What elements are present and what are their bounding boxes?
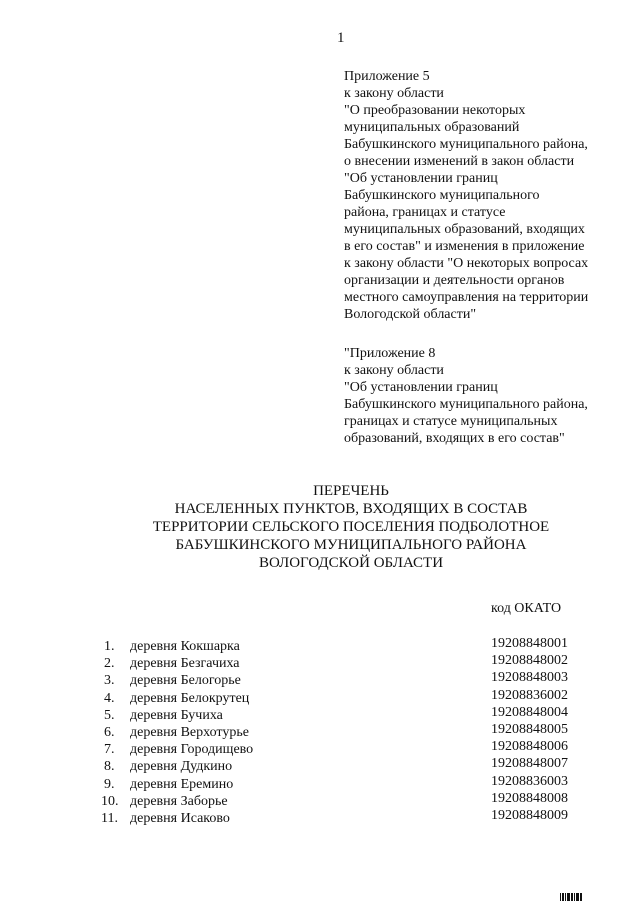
- appendix-8-line: Бабушкинского муниципального района,: [344, 397, 588, 412]
- title-line: БАБУШКИНСКОГО МУНИЦИПАЛЬНОГО РАЙОНА: [175, 537, 527, 553]
- appendix-8-line: "Об установлении границ: [344, 380, 498, 395]
- appendix-5-line: о внесении изменений в закон области: [344, 154, 575, 169]
- okato-column-header: код ОКАТО: [491, 601, 562, 616]
- appendix-5-line: "О преобразовании некоторых: [344, 103, 526, 118]
- item-number: 3.: [104, 673, 115, 689]
- title-line: ВОЛОГОДСКОЙ ОБЛАСТИ: [258, 555, 444, 571]
- settlement-name: деревня Дудкино: [130, 759, 233, 775]
- item-number: 11.: [101, 810, 118, 826]
- appendix-5-line: к закону области: [344, 86, 444, 101]
- appendix-5-line: организации и деятельности органов: [344, 273, 565, 288]
- title-line: ТЕРРИТОРИИ СЕЛЬСКОГО ПОСЕЛЕНИЯ ПОДБОЛОТНОЕ: [152, 519, 550, 535]
- settlement-name: деревня Заборье: [130, 793, 228, 809]
- page-number: 1: [337, 30, 345, 46]
- okato-code: 19208848008: [491, 790, 568, 806]
- item-number: 4.: [104, 690, 115, 706]
- okato-code: 19208848009: [491, 807, 568, 823]
- appendix-5-line: местного самоуправления на территории: [344, 290, 589, 305]
- appendix-8-line: к закону области: [344, 363, 444, 378]
- item-number: 7.: [104, 742, 115, 758]
- appendix-8-line: границах и статусе муниципальных: [344, 414, 558, 429]
- appendix-8-line: "Приложение 8: [344, 346, 436, 361]
- list-item: [0, 807, 640, 828]
- item-number: 9.: [104, 776, 115, 792]
- settlement-name: деревня Белокрутец: [130, 690, 250, 706]
- item-number: 8.: [104, 759, 115, 775]
- settlement-name: деревня Бучиха: [130, 707, 223, 723]
- okato-code: 19208836002: [491, 687, 568, 703]
- appendix-5-line: муниципальных образований: [344, 120, 520, 135]
- appendix-5-line: "Об установлении границ: [344, 171, 498, 186]
- okato-code: 19208848006: [491, 739, 568, 755]
- okato-code: 19208848007: [491, 756, 568, 772]
- okato-code: 19208848003: [491, 670, 568, 686]
- settlement-name: деревня Исаково: [130, 810, 230, 826]
- okato-code: 19208836003: [491, 773, 568, 789]
- settlement-name: деревня Еремино: [130, 776, 234, 792]
- settlement-name: деревня Белогорье: [130, 673, 241, 689]
- appendix-5-line: муниципальных образований, входящих: [344, 222, 585, 237]
- settlement-list: [0, 636, 640, 828]
- item-number: 10.: [101, 793, 119, 809]
- settlement-name: деревня Кокшарка: [130, 639, 240, 654]
- appendix-5-line: Бабушкинского муниципального района,: [344, 137, 588, 152]
- settlement-name: деревня Городищево: [130, 742, 254, 758]
- okato-code: 19208848001: [491, 636, 568, 651]
- appendix-5-line: Бабушкинского муниципального: [344, 188, 540, 203]
- barcode-icon: [560, 893, 584, 901]
- appendix-5-line: района, границах и статусе: [344, 205, 506, 220]
- item-number: 5.: [104, 707, 115, 723]
- title-line: НАСЕЛЕННЫХ ПУНКТОВ, ВХОДЯЩИХ В СОСТАВ: [174, 501, 528, 517]
- item-number: 6.: [104, 724, 115, 740]
- appendix-5-line: Приложение 5: [344, 69, 430, 84]
- appendix-8-line: образований, входящих в его состав": [344, 431, 565, 446]
- document-title: [0, 482, 640, 572]
- settlement-name: деревня Верхотурье: [130, 724, 249, 740]
- appendix-8-header: [344, 345, 588, 447]
- appendix-5-line: в его состав" и изменения в приложение: [344, 239, 585, 254]
- okato-code: 19208848002: [491, 653, 568, 669]
- title-line: ПЕРЕЧЕНЬ: [313, 483, 389, 499]
- appendix-5-header: [344, 68, 588, 323]
- item-number: 2.: [104, 656, 115, 672]
- appendix-5-line: Вологодской области": [344, 307, 477, 322]
- settlement-name: деревня Безгачиха: [130, 656, 240, 672]
- okato-code: 19208848004: [491, 704, 568, 720]
- item-number: 1.: [104, 639, 115, 654]
- appendix-5-line: к закону области "О некоторых вопросах: [344, 256, 589, 271]
- okato-code: 19208848005: [491, 721, 568, 737]
